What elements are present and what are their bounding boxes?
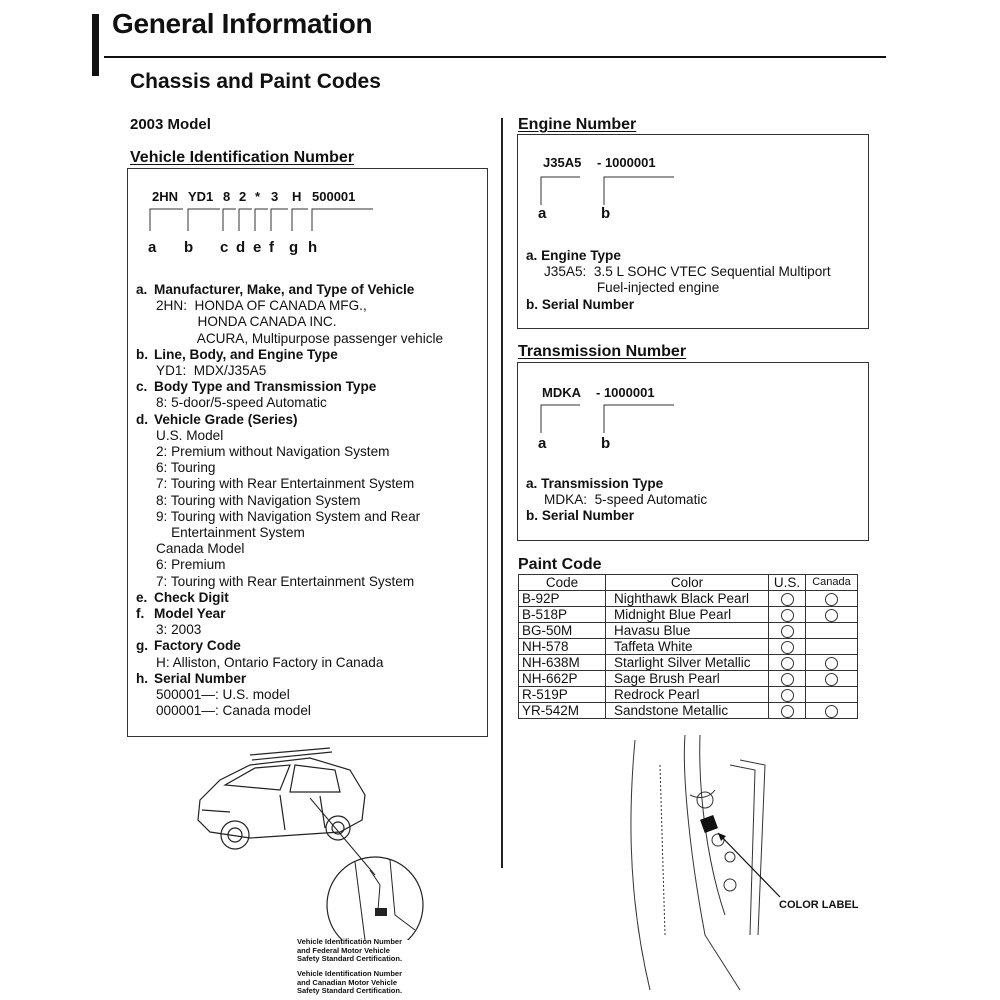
title-rule [104,56,886,58]
transmission-code-a: MDKA [542,385,581,400]
engine-letter-b: b [601,205,611,222]
transmission-bracket-lines [518,363,868,443]
paint-color-cell: Taffeta White [606,639,769,655]
title-bar [92,14,99,76]
vin-part-c: 8 [223,189,231,204]
paint-row [519,671,858,687]
vin-part-h: 500001 [312,189,356,204]
vin-item-title: Model Year [154,606,226,622]
paint-us-cell [769,655,806,671]
paint-canada-cell [806,671,858,687]
availability-circle-icon [781,689,794,702]
vehicle-illustration [190,740,440,940]
availability-circle-icon [781,609,794,622]
engine-serial-label: b. Serial Number [526,296,635,312]
caption-line: Safety Standard Certification. [297,954,403,963]
paint-row [519,655,858,671]
paint-code-cell: NH-638M [519,655,606,671]
paint-code-cell: R-519P [519,687,606,703]
availability-circle-icon [825,609,838,622]
paint-code-cell: B-92P [519,591,606,607]
paint-us-cell [769,703,806,719]
vin-item-heading [136,638,481,654]
vin-item-line: U.S. Model [156,427,224,443]
caption-line: Safety Standard Certification. [297,986,403,995]
col-color: Color [606,575,769,591]
availability-circle-icon [781,705,794,718]
engine-bracket-lines [518,135,868,215]
vin-item-key: g. [136,638,149,654]
paint-color-cell: Starlight Silver Metallic [606,655,769,671]
engine-heading: Engine Number [518,116,637,133]
paint-color-cell: Sage Brush Pearl [606,671,769,687]
paint-us-cell [769,607,806,623]
paint-heading: Paint Code [518,556,602,573]
vin-item-line: 8: 5-door/5-speed Automatic [156,395,327,411]
engine-type-label: a. Engine Type [526,248,621,263]
vin-item-line: 2: Premium without Navigation System [156,444,390,460]
col-code: Code [519,575,606,591]
vin-item-key: b. [136,346,149,362]
vin-caption-us [297,938,402,964]
vin-item-line: Entertainment System [156,525,305,541]
col-us: U.S. [769,575,806,591]
vin-item-line: 8: Touring with Navigation System [156,492,361,508]
transmission-letter-a: a [538,435,547,452]
paint-code-cell: YR-542M [519,703,606,719]
paint-canada-cell [806,623,858,639]
vin-part-b: YD1 [188,189,214,204]
vin-item-title: Serial Number [154,670,247,686]
availability-circle-icon [781,657,794,670]
vin-item-heading [136,412,481,428]
availability-circle-icon [825,705,838,718]
paint-color-cell: Midnight Blue Pearl [606,607,769,623]
vin-item-line: 6: Touring [156,460,216,476]
vin-part-e: * [255,189,261,204]
transmission-type-line: MDKA: 5-speed Automatic [544,492,708,508]
vin-letter-f: f [269,239,274,256]
transmission-heading: Transmission Number [518,343,687,360]
engine-code-b: - 1000001 [597,155,656,170]
vin-item-line: 7: Touring with Rear Entertainment System [156,476,415,492]
vin-letter-d: d [236,239,246,256]
paint-color-cell: Redrock Pearl [606,687,769,703]
vin-box [127,168,488,737]
vin-letter-g: g [289,239,299,256]
vin-item-line: 7: Touring with Rear Entertainment System [156,573,415,589]
engine-legend [526,248,831,313]
vin-item-list [136,282,481,719]
color-label-callout: COLOR LABEL [779,899,859,911]
caption-line: Vehicle Identification Number [297,969,403,978]
vin-item-line: 2HN: HONDA OF CANADA MFG., [156,298,367,314]
paint-us-cell [769,671,806,687]
model-year-heading: 2003 Model [130,116,211,133]
paint-us-cell [769,591,806,607]
paint-canada-cell [806,639,858,655]
vin-item-line: 000001—: Canada model [156,703,311,719]
paint-us-cell [769,639,806,655]
vin-item-key: f. [136,606,145,622]
paint-canada-cell [806,607,858,623]
vin-part-a: 2HN [152,189,179,204]
paint-canada-cell [806,687,858,703]
paint-row [519,687,858,703]
vin-caption-canada [297,970,402,996]
transmission-code-b: - 1000001 [596,385,655,400]
vin-item-title: Manufacturer, Make, and Type of Vehicle [154,282,415,297]
vin-heading: Vehicle Identification Number [130,149,355,166]
vin-part-d: 2 [239,189,247,204]
vin-item-title: Check Digit [154,589,229,605]
availability-circle-icon [781,673,794,686]
transmission-type-label: a. Transmission Type [526,476,664,491]
paint-row [519,623,858,639]
paint-code-cell: NH-662P [519,671,606,687]
vin-item-heading [136,379,481,395]
column-divider [501,118,503,868]
availability-circle-icon [781,641,794,654]
vin-item-line: Canada Model [156,541,245,557]
vin-item-key: e. [136,589,148,605]
engine-code-a: J35A5 [543,155,582,170]
availability-circle-icon [825,673,838,686]
paint-row [519,639,858,655]
vin-item-key: a. [136,282,148,297]
transmission-letter-b: b [601,435,611,452]
vin-item-key: h. [136,670,149,686]
transmission-serial-label: b. Serial Number [526,508,635,524]
engine-type-line: J35A5: 3.5 L SOHC VTEC Sequential Multiport [544,264,831,280]
vin-letter-e: e [253,239,262,256]
vin-item-heading [136,347,481,363]
availability-circle-icon [825,593,838,606]
caption-line: and Canadian Motor Vehicle [297,977,398,987]
page-title: General Information [112,8,373,39]
paint-code-cell: B-518P [519,607,606,623]
availability-circle-icon [781,625,794,638]
paint-canada-cell [806,655,858,671]
paint-row [519,607,858,623]
availability-circle-icon [825,657,838,670]
col-canada: Canada [806,575,858,591]
transmission-box [517,362,869,541]
vin-item-line: H: Alliston, Ontario Factory in Canada [156,654,384,670]
vin-item-title: Vehicle Grade (Series) [154,411,298,427]
vin-letter-b: b [184,239,194,256]
vin-item-title: Body Type and Transmission Type [154,379,377,395]
section-subtitle: Chassis and Paint Codes [130,70,381,93]
transmission-legend [526,476,707,525]
vin-item-title: Line, Body, and Engine Type [154,346,338,362]
vin-item-heading [136,282,481,298]
paint-us-cell [769,687,806,703]
vin-item-line: 3: 2003 [156,622,202,638]
paint-table-header [519,575,858,591]
caption-line: Vehicle Identification Number [297,937,403,946]
vin-item-line: YD1: MDX/J35A5 [156,363,267,379]
vin-item-key: c. [136,379,148,395]
paint-code-table [518,574,858,719]
paint-row [519,591,858,607]
vin-item-line: ACURA, Multipurpose passenger vehicle [156,330,444,346]
paint-canada-cell [806,703,858,719]
vin-item-heading [136,590,481,606]
vin-item-line: 9: Touring with Navigation System and Rear [156,508,421,524]
paint-us-cell [769,623,806,639]
paint-color-cell: Sandstone Metallic [606,703,769,719]
engine-box [517,134,869,329]
vin-item-heading [136,606,481,622]
vin-item-line: 6: Premium [156,557,226,573]
vin-item-key: d. [136,411,149,427]
availability-circle-icon [781,593,794,606]
vin-item-title: Factory Code [154,638,241,654]
paint-code-cell: NH-578 [519,639,606,655]
vin-letter-a: a [148,239,157,256]
vin-item-heading [136,671,481,687]
vin-part-f: 3 [271,189,279,204]
paint-color-cell: Havasu Blue [606,623,769,639]
vin-item-line: 500001—: U.S. model [156,687,290,703]
vin-letter-c: c [220,239,229,256]
color-label-illustration [590,735,870,995]
vin-letter-h: h [308,239,318,256]
caption-line: and Federal Motor Vehicle [297,945,390,955]
engine-letter-a: a [538,205,547,222]
paint-code-cell: BG-50M [519,623,606,639]
paint-color-cell: Nighthawk Black Pearl [606,591,769,607]
paint-row [519,703,858,719]
engine-type-line: Fuel-injected engine [544,280,720,296]
vin-part-g: H [292,189,302,204]
vin-item-line: HONDA CANADA INC. [156,314,337,330]
paint-canada-cell [806,591,858,607]
